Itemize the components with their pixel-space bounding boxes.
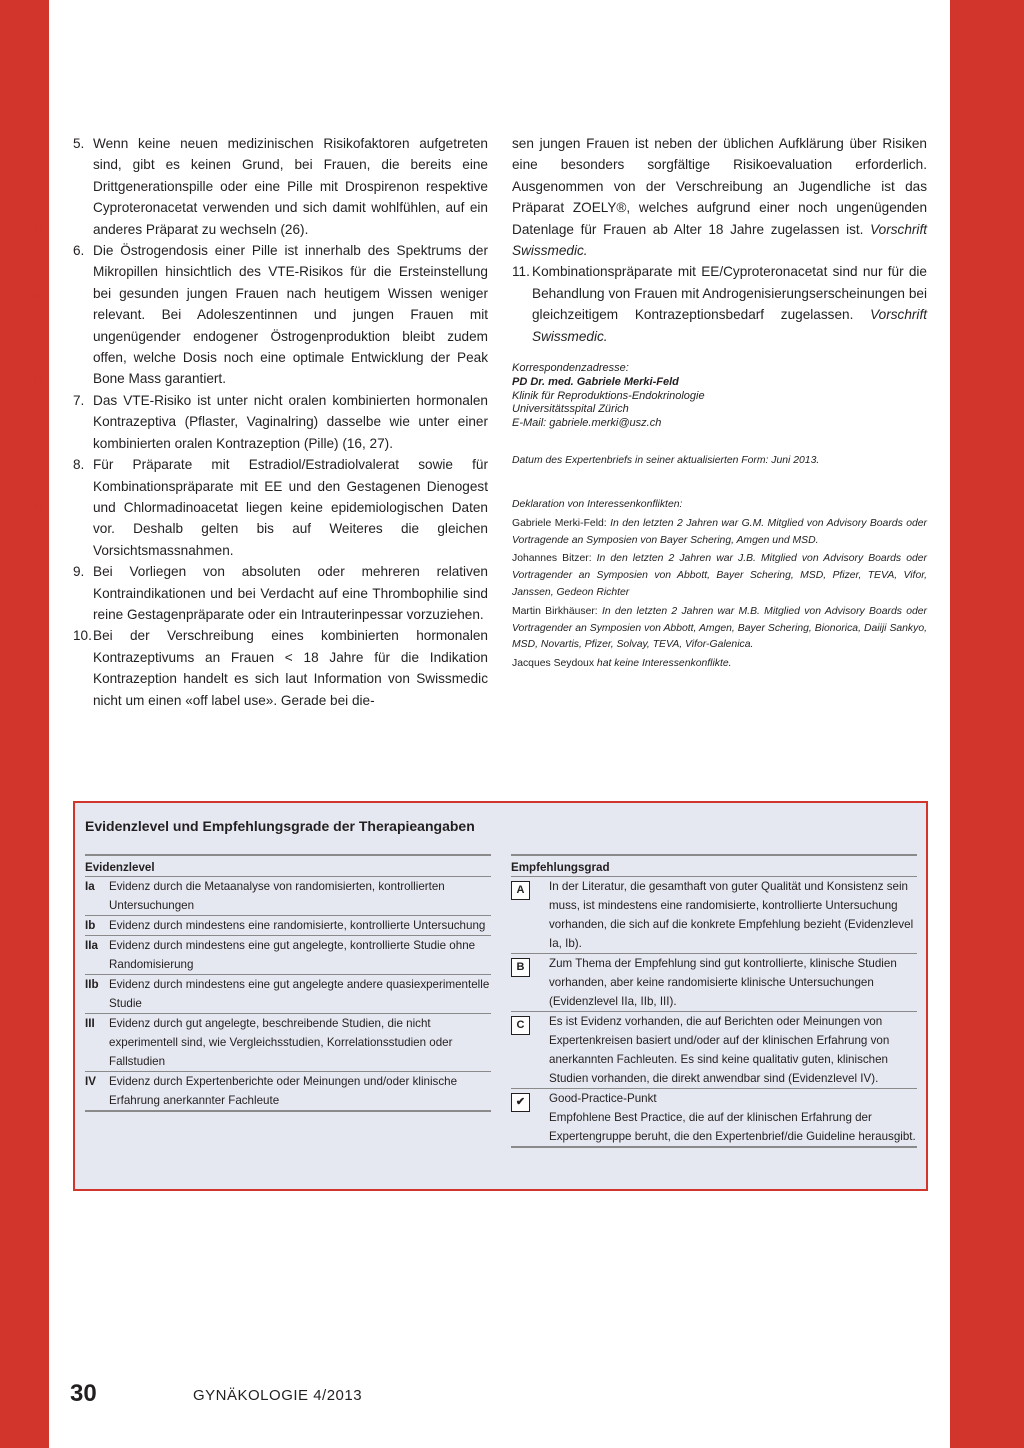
correspondence-address: Korrespondenzadresse: PD Dr. med. Gabriele Merki-Feld Klinik für Reproduktions-Endokrinologie Universitätsspital Zürich E-Mail: gabriele.merki@usz.ch [512,362,927,431]
checkmark-icon: ✔ [511,1093,530,1112]
declaration-entry: Gabriele Merki-Feld: In den letzten 2 Jahren war G.M. Mitglied von Advisory Boards oder Vortragende an Symposien von Bayer Schering, Amgen und MSD. [512,517,927,546]
date-line: Datum des Expertenbriefs in seiner aktualisierten Form: Juni 2013. [512,455,820,466]
grade-badge: A [511,881,530,900]
evidence-row: IIb Evidenz durch mindestens eine gut angelegte andere quasiexperimentelle Studie [85,975,491,1014]
evidence-margin-label: IV [33,373,44,385]
declaration-entry: Jacques Seydoux hat keine Interessenkonflikte. [512,658,732,670]
evidence-table [85,854,491,1112]
evidence-margin-label: IIa [31,501,44,513]
list-item: 11. Kombinationspräparate mit EE/Cyproteronacetat sind nur für die Behandlung von Frauen mit Androgenisierungserscheinungen bei gleichzeitigem Kontrazeptionsbedarf zugelassen. Vorschrift Swissmedic. [512,264,927,344]
box-title: Evidenzlevel und Empfehlungsgrade der Therapieangaben [85,818,475,834]
grade-table [511,854,917,1148]
declaration-entry: Johannes Bitzer: In den letzten 2 Jahren war J.B. Mitglied von Advisory Boards oder Vortragender an Symposien von Abbott, Bayer Schering, MSD, Pfizer, TEVA, Vifor, Janssen, Gedeon Richter [512,553,927,598]
list-item: 10. Bei der Verschreibung eines kombinierten hormonalen Kontrazeptivums an Frauen < 18 Jahre für die Indikation Kontrazeption handelt es sich laut Information von Swissmedic nicht um einen «off label use». Gerade bei die- [73,628,488,708]
grade-badge: B [511,958,530,977]
grade-row: A In der Literatur, die gesamthaft von guter Qualität und Konsistenz sein muss, ist mindestens eine randomisierte, kontrollierte Untersuchung vorhanden, die sich auf die konkrete Empfehlung bezieht (Evidenzlevel Ia, Ib). [511,877,917,954]
continued-paragraph: sen jungen Frauen ist neben der üblichen Aufklärung über Risiken eine besonders sorgfältige Risikoevaluation erforderlich. Ausgenommen von der Verschreibung an Jugendliche ist das Präparat ZOELY®, welches aufgrund einer noch ungenügenden Datenlage für Frauen ab Alter 18 Jahre zugelassen ist. Vorschrift Swissmedic. [512,136,927,259]
evidence-row: Ia Evidenz durch die Metaanalyse von randomisierten, kontrollierten Untersuchungen [85,877,491,916]
list-item: 9. Bei Vorliegen von absoluten oder mehreren relativen Kontraindikationen und bei Verdacht auf eine Thrombophilie sind reine Gestagenpräparate oder ein Intrauterinpessar vorzuziehen. [73,564,488,622]
evidence-row: IV Evidenz durch Expertenberichte oder Meinungen und/oder klinische Erfahrung anerkannter Fachleute [85,1072,491,1112]
page-number: 30 [70,1380,97,1407]
evidence-header: Evidenzlevel [85,854,491,877]
evidence-row: III Evidenz durch gut angelegte, beschreibende Studien, die nicht experimentell sind, wie Vergleichsstudien, Korrelationsstudien oder Fallstudien [85,1014,491,1072]
right-column [512,133,927,347]
evidence-margin-label: IIa [31,222,44,234]
evidence-row: IIa Evidenz durch mindestens eine gut angelegte, kontrollierte Studie ohne Randomisierung [85,936,491,975]
conflict-declaration: Deklaration von Interessenkonflikten: Gabriele Merki-Feld: In den letzten 2 Jahren war G.M. Mitglied von Advisory Boards oder Vortragende an Symposien von Bayer Schering, Amgen und MSD. Johannes Bitzer: In den letzten 2 Jahren war J.B. Mitglied von Advisory Boards oder Vortragender an Symposien von Abbott, Bayer Schering, MSD, Pfizer, TEVA, Vifor, Janssen, Gedeon Richter Martin Birkhäuser: In den letzten 2 Jahren war M.B. Mitglied von Advisory Boards oder Vortragender an Symposien von Abbott, Amgen, Bayer Schering, Bionorica, Daiiji Sankyo, MSD, Novartis, Pfizer, Solvay, TEVA, Vifor-Galenica. Jacques Seydoux hat keine Interessenkonflikte. [512,497,927,675]
left-color-bar [0,0,49,1448]
evidence-margin-label: IIa [31,292,44,304]
left-column [73,133,488,711]
list-item: 7. Das VTE-Risiko ist unter nicht oralen kombinierten hormonalen Kontrazeptiva (Pflaster, Vaginalring) dasselbe wie unter einer kombinierten oralen Kontrazeption (Pille) (16, 27). [73,392,488,451]
grade-header: Empfehlungsgrad [511,854,917,877]
evidence-row: Ib Evidenz durch mindestens eine randomisierte, kontrollierte Untersuchung [85,916,491,936]
declaration-entry: Martin Birkhäuser: In den letzten 2 Jahren war M.B. Mitglied von Advisory Boards oder Vortragender an Symposien von Abbott, Amgen, Bayer Schering, Bionorica, Daiiji Sankyo, MSD, Novartis, Pfizer, Solvay, TEVA, Vifor-Galenica. [512,605,927,651]
grade-row: C Es ist Evidenz vorhanden, die auf Berichten oder Meinungen von Expertenkreisen basiert und/oder auf der klinischen Erfahrung von anerkannten Fachleuten. Es sind keine qualitativ guten, klinischen Studien vorhanden, die direkt anwendbar sind (Evidenzlevel IV). [511,1012,917,1089]
email-link[interactable]: E-Mail: gabriele.merki@usz.ch [512,417,662,430]
list-item: 6. Die Östrogendosis einer Pille ist innerhalb des Spektrums der Mikropillen hinsichtlich des VTE-Risikos für die Ersteinstellung bei gesunden jungen Frauen nach heutigem Wissen weniger relevant. Bei Adoleszentinnen und jungen Frauen mit ungenügender endogener Östrogenproduktion bleibt zudem offen, welche Dosis noch eine optimale Entwicklung der Peak Bone Mass garantiert. [73,243,488,387]
grade-row: ✔ Good-Practice-Punkt Empfohlene Best Practice, die auf der klinischen Erfahrung der Expertengruppe beruht, die den Expertenbrief/die Guideline herausgibt. [511,1089,917,1148]
list-item: 8. Für Präparate mit Estradiol/Estradiolvalerat sowie für Kombinationspräparate mit EE und den Gestagenen Dienogest und Chlormadinoacetat liegen keine epidemiologischen Daten vor. Deshalb gelten bis auf Weiteres die gleichen Vorsichtsmassnahmen. [73,457,488,558]
grade-badge: C [511,1016,530,1035]
evidence-box [73,801,928,1191]
journal-name: GYNÄKOLOGIE 4/2013 [193,1387,363,1404]
right-color-bar [950,0,1024,1448]
grade-row: B Zum Thema der Empfehlung sind gut kontrollierte, klinische Studien vorhanden, aber keine randomisierte klinische Untersuchungen (Evidenzlevel IIa, IIb, III). [511,954,917,1012]
list-item: 5. Wenn keine neuen medizinischen Risikofaktoren aufgetreten sind, gibt es keinen Grund, bei Frauen, die bereits eine Drittgenerationspille oder eine Pille mit Drospirenon respektive Cyproteronacetat verwenden und sich damit wohlfühlen, auf ein anderes Präparat zu wechseln (26). [73,136,488,237]
